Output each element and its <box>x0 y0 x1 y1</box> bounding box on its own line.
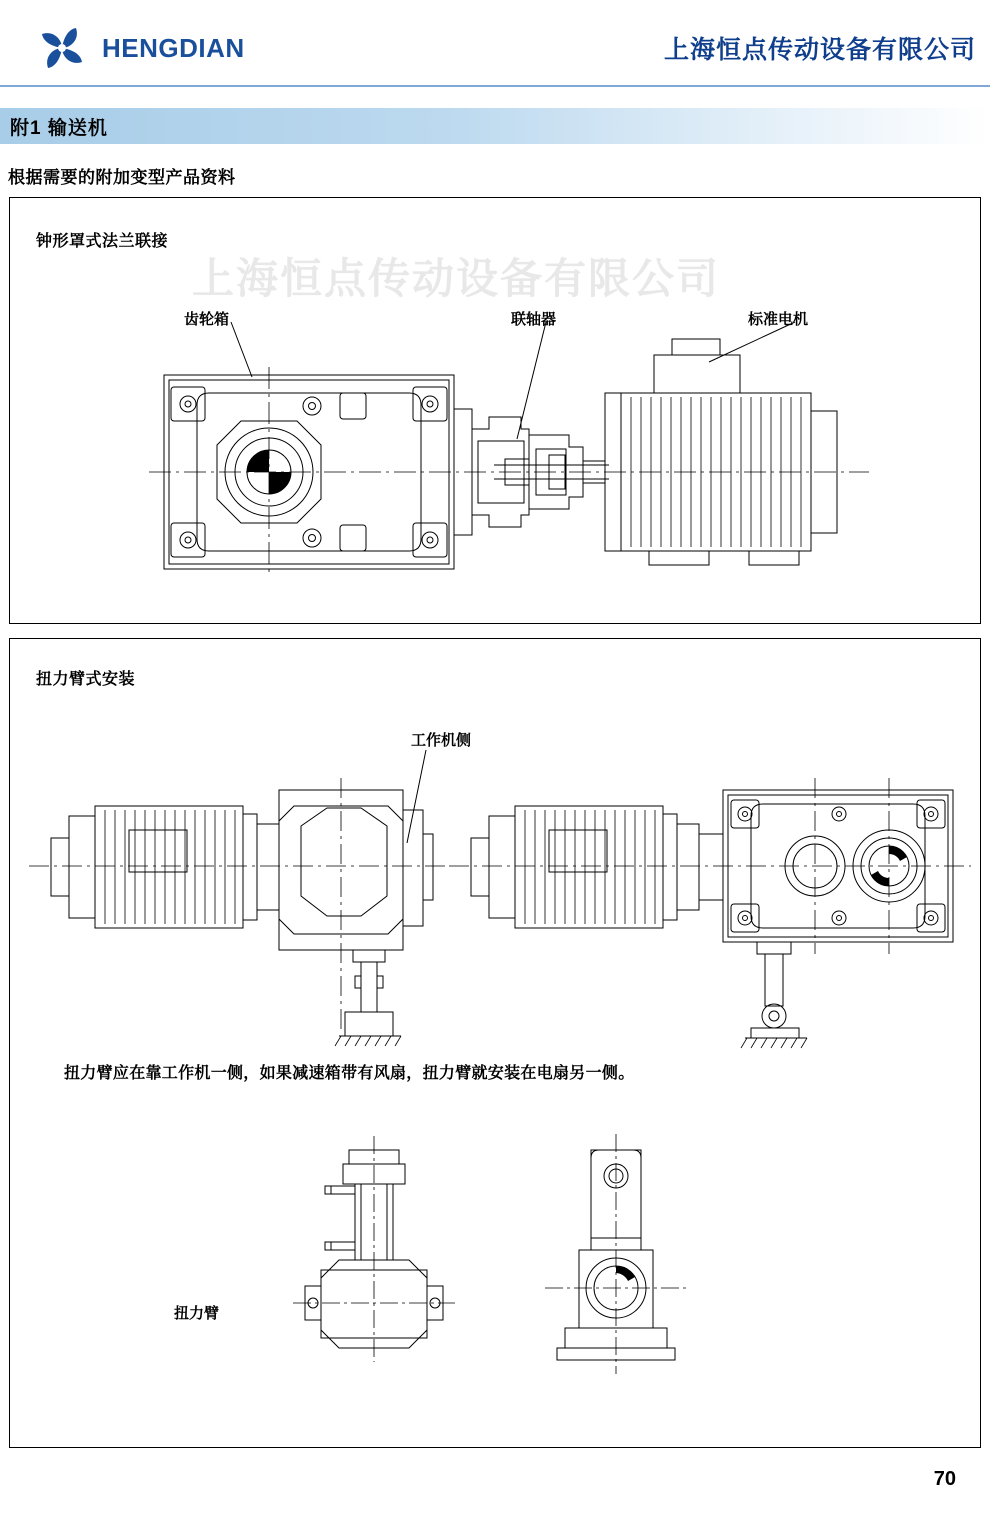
figure-torque-arm-mounting <box>9 638 981 1448</box>
company-name: 上海恒点传动设备有限公司 <box>663 36 976 64</box>
callout-coupling: 联轴器 <box>511 311 557 328</box>
logo-text: HENGDIAN <box>102 32 245 63</box>
page-subtitle: 根据需要的附加变型产品资料 <box>8 168 236 187</box>
callout-motor: 标准电机 <box>748 311 809 328</box>
callout-torque-arm: 扭力臂 <box>174 1305 220 1322</box>
figure2-caption: 扭力臂式安装 <box>36 671 136 688</box>
callout-machine-side: 工作机侧 <box>411 732 472 749</box>
callout-gearbox: 齿轮箱 <box>184 311 230 328</box>
brand-logo <box>36 22 245 74</box>
figure1-caption: 钟形罩式法兰联接 <box>36 233 169 250</box>
watermark-text: 上海恒点传动设备有限公司 <box>192 255 721 302</box>
torque-arm-note: 扭力臂应在靠工作机一侧，如果减速箱带有风扇，扭力臂就安装在电扇另一侧。 <box>64 1065 635 1082</box>
page-number: 70 <box>933 1468 956 1490</box>
header-divider <box>0 85 990 87</box>
pinwheel-logo-icon <box>36 22 88 74</box>
page-title: 附1 输送机 <box>10 117 108 139</box>
page-header <box>0 0 990 86</box>
section-title-bar <box>0 108 990 144</box>
